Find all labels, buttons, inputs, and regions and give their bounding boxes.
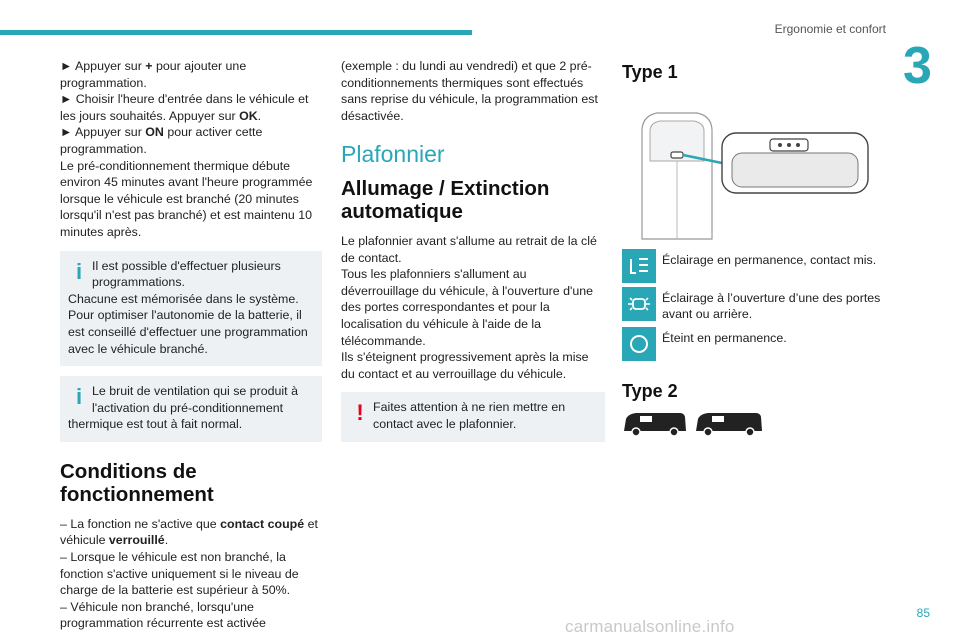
lamp-mode-on bbox=[622, 249, 884, 283]
info-icon: i bbox=[75, 258, 83, 284]
step-activate: ► Appuyer sur ON pour activer cette programmation. bbox=[60, 125, 263, 156]
info-icon: i bbox=[75, 384, 83, 410]
chapter-number: 3 bbox=[903, 37, 932, 95]
info-note-multiple-programs: i Il est possible d'effectuer plusieurs programmations. Chacune est mémorisée dans le système. Pour optimiser l'autonomie de la batterie, il est conseillé d'effectuer une programmation avec le véhicule branché. bbox=[60, 251, 322, 367]
heading-type-1: Type 1 bbox=[622, 62, 678, 82]
lamp-paragraph-3: Ils s'éteignent progressivement après la mise du contact et au verrouillage du véhicule. bbox=[341, 350, 589, 381]
condition-1: – La fonction ne s'active que contact coupé et véhicule verrouillé. bbox=[60, 516, 318, 548]
lamp-off-icon bbox=[622, 327, 656, 361]
warning-icon: ! bbox=[356, 400, 364, 426]
preconditioning-paragraph: Le pré-conditionnement thermique débute environ 45 minutes avant l'heure programmée lorsque le véhicule est branché (20 minutes lorsqu'il n'est pas branché) et est maintenu 10 minutes après. bbox=[60, 158, 313, 239]
lamp-mode-off bbox=[622, 327, 884, 361]
warning-note: ! Faites attention à ne rien mettre en contact avec le plafonnier. bbox=[341, 392, 605, 441]
lamp-off-label: Éteint en permanence. bbox=[662, 330, 787, 345]
lamp-door-icon bbox=[622, 287, 656, 321]
step-add-programming: ► Appuyer sur + pour ajouter une programmation. bbox=[60, 59, 247, 90]
info-note-ventilation: i Le bruit de ventilation qui se produit à l'activation du pré-conditionnement thermique est tout à fait normal. bbox=[60, 376, 322, 442]
header-accent-bar bbox=[0, 30, 472, 35]
type1-illustration bbox=[622, 91, 884, 241]
chapter-title: Ergonomie et confort bbox=[774, 22, 886, 36]
column-2 bbox=[341, 58, 605, 450]
van-icons bbox=[622, 409, 762, 439]
van-short-icon bbox=[624, 413, 686, 436]
lamp-on-label: Éclairage en permanence, contact mis. bbox=[662, 252, 877, 267]
condition-2: – Lorsque le véhicule est non branché, la fonction s'active uniquement si le niveau de charge de la batterie est supérieur à 50%. bbox=[60, 550, 299, 598]
heading-conditions: Conditions de fonctionnement bbox=[60, 459, 214, 506]
condition-3: – Véhicule non branché, lorsqu'une programmation récurrente est activée bbox=[60, 599, 266, 631]
column-1 bbox=[60, 58, 322, 632]
van-roof-lamp-illustration bbox=[622, 91, 884, 241]
lamp-paragraph-1: Le plafonnier avant s'allume au retrait de la clé de contact. bbox=[341, 233, 597, 265]
watermark: carmanualsonline.info bbox=[565, 617, 735, 636]
step-choose-time: ► Choisir l'heure d'entrée dans le véhicule et les jours souhaités. Appuyer sur OK. bbox=[60, 92, 309, 123]
lamp-door-label: Éclairage à l’ouverture d’une des portes avant ou arrière. bbox=[662, 290, 881, 322]
heading-plafonnier: Plafonnier bbox=[341, 141, 445, 168]
column-3 bbox=[622, 58, 884, 444]
van-long-icon bbox=[696, 413, 762, 436]
lamp-paragraph-2: Tous les plafonniers s'allument au déverrouillage du véhicule, à l'ouverture d'une des portes correspondantes et pour la localisation du véhicule à l'aide de la télécommande. bbox=[341, 267, 594, 348]
lamp-on-icon bbox=[622, 249, 656, 283]
heading-allumage: Allumage / Extinction automatique bbox=[341, 176, 550, 223]
continuation-paragraph: (exemple : du lundi au vendredi) et que 2 pré-conditionnements thermiques sont effectués sans reprise du véhicule, la programmation est désactivée. bbox=[341, 59, 598, 123]
type2-illustration bbox=[622, 409, 884, 444]
lamp-mode-door bbox=[622, 287, 884, 323]
page-number: 85 bbox=[916, 606, 930, 620]
heading-type-2: Type 2 bbox=[622, 380, 678, 401]
